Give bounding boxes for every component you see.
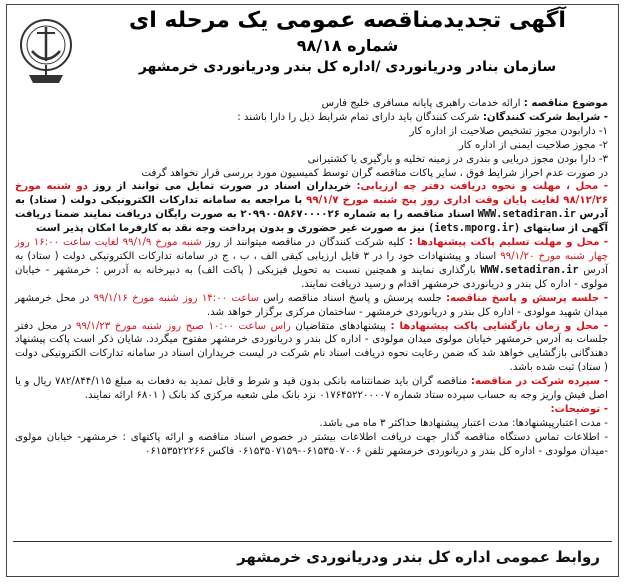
- meeting-label: - جلسه پرسش و پاسخ مناقصه:: [446, 292, 609, 304]
- submission-text-4: بارگذاری نمایند و همچنین نسبت به تحویل فیزیکی ( پاکت الف) به دبیرخانه به آدرس : خرمشهر - خیابان مولوی - اداره کل بندر و دریانوردی خرمشهر اقدام و رسید دریافت نمایند.: [15, 264, 608, 290]
- public-relations-footer: روابط عمومی اداره کل بندر ودریانوردی خرمشهر: [13, 541, 612, 572]
- documents-text-3: با مراجعه به سامانه تدارکات الکترونیکی دولت ( ستاد) به آدرس: [15, 195, 608, 221]
- subject-paragraph: [15, 97, 608, 111]
- opening-text-3: شایان ذکر است پاکت پیشنهاد دهندگانی بازگشایی خواهد شد که ضمن رعایت نحوه دریافت اسناد نام شرکت در لیست خریداران اسناد در سامانه تدارکات الکترونیکی دولت ( ستاد) ثبت شده باشد.: [15, 334, 608, 374]
- ports-maritime-logo-icon: [15, 9, 77, 89]
- condition-item: ۱- دارابودن مجوز تشخیص صلاحیت از اداره کار: [409, 125, 608, 137]
- notes-item: - مدت اعتبارپیشنهادها: مدت اعتبار پیشنهادها حداکثر ۳ ماه می باشد.: [319, 417, 608, 429]
- conditions-paragraph: [15, 111, 608, 125]
- subject-label: موضوع مناقصه :: [523, 98, 608, 109]
- notes-item: - اطلاعات تماس دستگاه مناقصه گذار جهت دریافت اطلاعات بیشتر در خصوص اسناد مناقصه و ارائه پاکتهای : خرمشهر- خیابان مولوی -میدان مولودی - اداره کل بندر و دریانوردی خرمشهر تلفن ۰۶۱۵۳۵۰۷۰۰۶-۰۶۱۵۳۵۰۷۱۵۹ فاکس ۰۶۱۵۳۵۲۲۲۶۶: [15, 431, 608, 457]
- condition-item: ۲- مجوز صلاحیت ایمنی از اداره کار: [458, 139, 608, 151]
- meeting-paragraph: [15, 292, 608, 320]
- documents-text-5: نیز به صورت غیر حضوری و بدون پرداخت وجه نقد به کارفرما امکان پذیر است: [35, 223, 425, 235]
- conditions-note: در صورت عدم احراز شرایط فوق ، سایر پاکات مناقصه گران توسط کمیسیون مورد بررسی قرار نخواهد گرفت: [141, 167, 608, 179]
- opening-label: - محل و زمان بازگشایی پاکت پیشنهادها :: [390, 320, 608, 332]
- setad-site-link[interactable]: WWW.setadiran.ir: [480, 264, 579, 276]
- meeting-text-2: در محل خرمشهر میدان شهید مولودی - اداره کل بندر و دریانوردی خرمشهر - ساختمان مرکزی برگزار خواهد شد.: [15, 292, 608, 318]
- documents-text-4: اسناد مناقصه را به شماره ۲۰۹۹۰۰۵۸۶۷۰۰۰۰۲۶ به صورت رایگان دریافت نمایند ضمنا دریافت آگهی از سایتهای: [15, 209, 608, 235]
- notice-body: [15, 97, 608, 459]
- opening-text-2: در محل دفتر جلسات به آدرس خرمشهر خیابان مولوی میدان مولودی - اداره کل بندر و دریانوردی خرمشهر مفتوح میگردد.: [15, 320, 609, 346]
- subject-text: ارائه خدمات راهبری پایانه مسافری خلیج فارس: [321, 98, 521, 109]
- meeting-date: ساعت ۱۴:۰۰ روز شنبه مورخ ۹۹/۱/۱۶: [93, 292, 260, 304]
- condition-item: ۳- دارا بودن مجوز دریایی و بندری در زمینه تخلیه و بارگیری یا کشتیرانی: [307, 153, 608, 165]
- organization-name: سازمان بنادر ودریانوردی /اداره کل بندر ودریانوردی خرمشهر: [138, 59, 557, 75]
- submission-label: - محل و مهلت تسلیم پاکت پیشنهادها :: [408, 237, 608, 249]
- submission-text-1: کلیه شرکت کنندگان در مناقصه میتوانند از روز: [205, 237, 405, 249]
- notice-number: شماره ۹۸/۱۸: [296, 36, 399, 55]
- guarantee-label: - سپرده شرکت در مناقصه:: [470, 376, 608, 388]
- notice-header: [7, 5, 618, 93]
- documents-start-date: دو شنبه مورخ ۹۸/۱۲/۲۶: [15, 181, 608, 207]
- submission-end-date: لغایت ساعت ۱۶:۰۰ روز چهار شنبه مورخ ۹۹/۱/۲۰: [15, 237, 608, 262]
- documents-text-1: خریداران اسناد در صورت تمایل می توانند از روز: [93, 181, 352, 193]
- setad-site-link[interactable]: WWW.setadiran.ir: [477, 209, 576, 221]
- submission-start-date: شنبه مورخ ۹۹/۱/۹: [122, 237, 202, 249]
- conditions-intro: شرکت کنندگان باید دارای تمام شرایط ذیل را دارا باشند :: [237, 111, 480, 123]
- iets-site-link[interactable]: (iets.mporg.ir): [428, 223, 521, 235]
- guarantee-paragraph: [15, 375, 608, 403]
- notes-label: - توضیحات:: [550, 403, 608, 415]
- documents-end-date: لغایت پایان وقت اداری روز پنج شنبه مورخ ۹۹/۱/۷: [306, 195, 560, 207]
- submission-paragraph: [15, 236, 608, 292]
- submission-text-3: اسناد و پیشنهادات خود را در ۳ فایل ارزیابی کیفی الف ، ب ، ج در سامانه تدارکات الکترونیکی دولت ( ستاد) به آدرس: [15, 250, 608, 276]
- meeting-text-1: جلسه پرسش و پاسخ اسناد مناقصه راس: [263, 292, 442, 304]
- notice-title: آگهی تجدیدمناقصه عمومی یک مرحله ای: [129, 8, 566, 33]
- guarantee-text: مناقصه گران باید ضمانتنامه بانکی بدون قید و شرط و قابل تمدید به دفعات به مبلغ ۷۸۲/۸۴۴/۱۱۵ ریال و یا اصل فیش واریز وجه به حساب سپرده ستاد شماره ۰۱۷۶۴۵۲۲۰۰۰۰۷ نزد بانک ملی شعبه مرکزی کد بانک ( ۶۸۰۱ ارائه نمایند.: [15, 376, 608, 402]
- tender-notice: [6, 4, 619, 577]
- conditions-label: - شرایط شرکت کنندگان:: [482, 111, 608, 123]
- opening-text-1: پیشنهادهای متقاضیان: [295, 320, 386, 332]
- opening-date: راس ساعت ۱۰:۰۰ صبح روز شنبه مورخ ۹۹/۱/۲۳: [76, 320, 291, 332]
- opening-paragraph: [15, 320, 608, 376]
- documents-paragraph: [15, 180, 608, 236]
- documents-label: - محل ، مهلت و نحوه دریافت دفتر چه ارزیابی:: [356, 181, 608, 193]
